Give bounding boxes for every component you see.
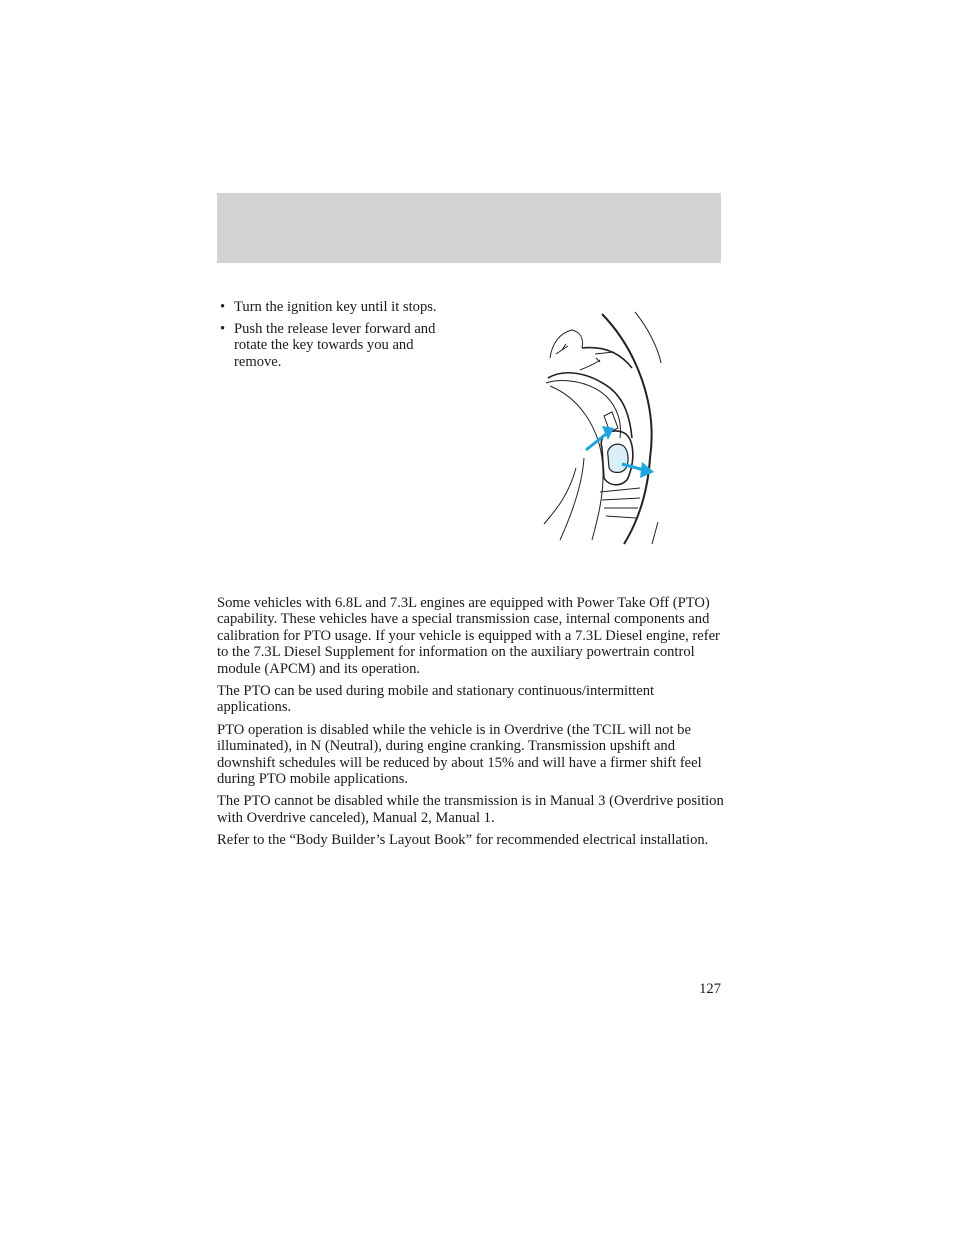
section-header-band [217, 193, 721, 263]
paragraph: Refer to the “Body Builder’s Layout Book” for recommended electrical installation. [217, 832, 709, 849]
instruction-list [217, 299, 457, 375]
paragraph: The PTO cannot be disabled while the transmission is in Manual 3 (Overdrive position with Overdrive canceled), Manual 2, Manual 1. [217, 793, 724, 826]
ignition-key-removal-illustration [540, 308, 670, 548]
pto-section-text [217, 595, 727, 855]
paragraph: The PTO can be used during mobile and stationary continuous/intermittent applications. [217, 683, 655, 716]
page-number: 127 [699, 981, 721, 997]
instruction-item: • Turn the ignition key until it stops. [217, 299, 457, 316]
paragraph: PTO operation is disabled while the vehicle is in Overdrive (the TCIL will not be illuminated), in N (Neutral), during engine cranking. Transmission upshift and downshift schedules will be reduced by about 15% and will have a firmer shift feel during PTO mobile applications. [217, 721, 702, 788]
instruction-item: • Push the release lever forward and rotate the key towards you and remove. [217, 321, 457, 371]
paragraph: Some vehicles with 6.8L and 7.3L engines are equipped with Power Take Off (PTO) capability. These vehicles have a special transmission case, internal components and calibration for PTO usage. If your vehicle is equipped with a 7.3L Diesel engine, refer to the 7.3L Diesel Supplement for information on the auxiliary powertrain control module (APCM) and its operation. [217, 595, 720, 677]
